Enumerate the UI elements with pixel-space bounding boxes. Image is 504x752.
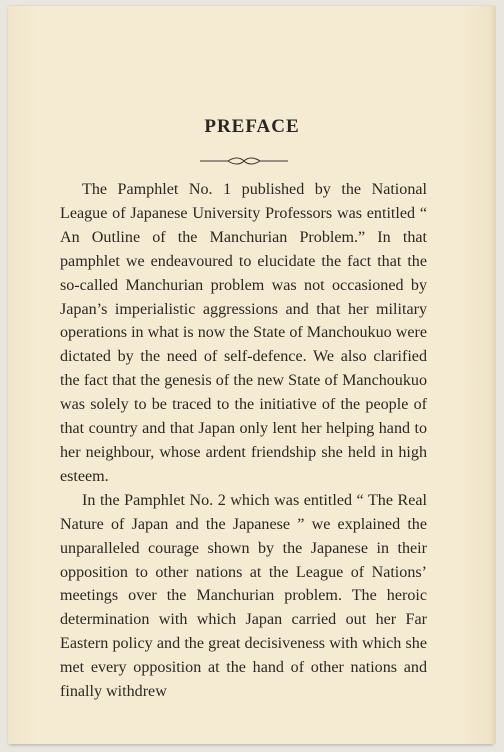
paragraph-2: In the Pamphlet No. 2 which was entitled “ The Real Nature of Japan and the Japanese ” we explained the unparalleled courage shown by the Japanese in their opposition to other nations at the League of Nations’ meetings over the Manchurian problem. The heroic determination with which Japan carried out her Far Eastern policy and the great decisiveness with which she met every opposition at the hand of other nations and finally withdrew [60, 491, 427, 701]
paragraph-1: The Pamphlet No. 1 published by the National League of Japanese University Professors was entitled “ An Outline of the Manchurian Problem.” In that pamphlet we endeavoured to elucidate the fact that the so-called Manchurian problem was not occasioned by Japan’s imperialistic aggressions and that her military operations in what is now the State of Manchoukuo were dictated by the need of self-defence. We also clarified the fact that the genesis of the new State of Manchoukuo was solely to be traced to the initiative of the people of that country and that Japan only lent her helping hand to her neighbour, whose ardent friendship she held in high esteem. [60, 181, 427, 485]
ornament-divider [196, 154, 292, 168]
page-title: PREFACE [204, 116, 300, 137]
body-text [60, 178, 427, 704]
